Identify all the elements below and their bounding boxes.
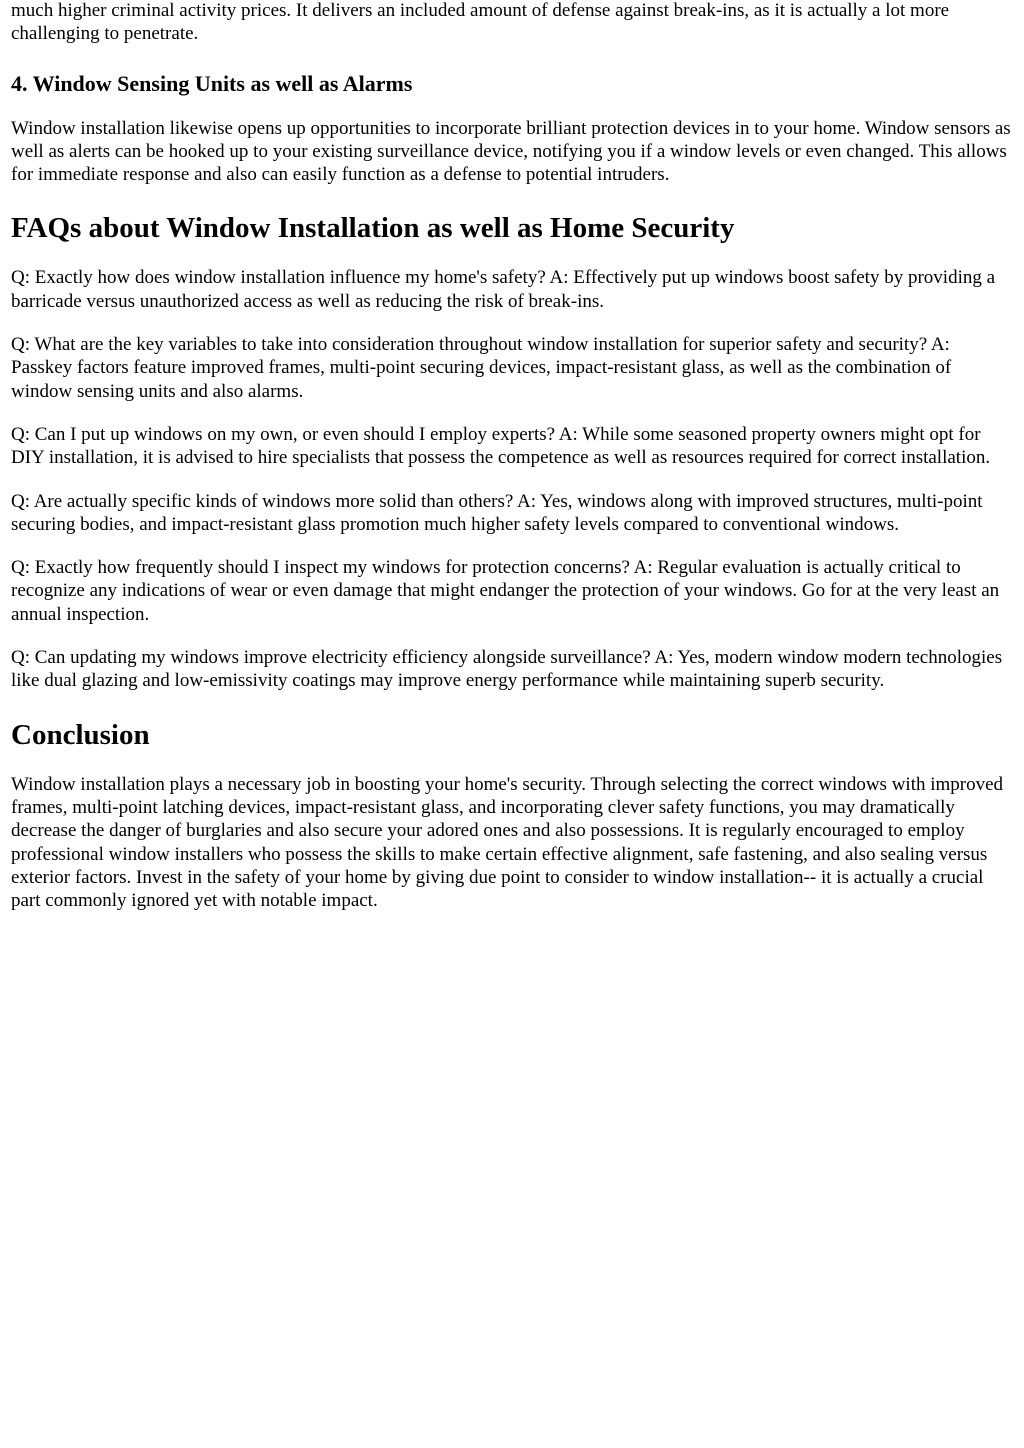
faq-item-2: Q: What are the key variables to take into consideration throughout window installation for superior safety and security? A: Passkey factors feature improved frames, multi-point securing devices, impact-resistant glass, as well as the combination of window sensing units and also alarms. bbox=[11, 334, 952, 402]
conclusion-heading: Conclusion bbox=[11, 718, 150, 751]
section-4-heading: 4. Window Sensing Units as well as Alarms bbox=[11, 70, 413, 96]
intro-paragraph: much higher criminal activity prices. It delivers an included amount of defense against break-ins, as it is actually a lot more challenging to penetrate. bbox=[11, 0, 950, 45]
faq-item-4: Q: Are actually specific kinds of windows more solid than others? A: Yes, windows along with improved structures, multi-point securing bodies, and impact-resistant glass promotion much higher safety levels compared to conventional windows. bbox=[11, 490, 983, 535]
faq-item-6: Q: Can updating my windows improve electricity efficiency alongside surveillance? A: Yes, modern window modern technologies like dual glazing and low-emissivity coatings may improve energy performance while maintaining superb security. bbox=[11, 647, 1003, 692]
faq-item-1: Q: Exactly how does window installation influence my home's safety? A: Effectively put up windows boost safety by providing a barricade versus unauthorized access as well as reducing the risk of break-ins. bbox=[11, 267, 996, 312]
faq-item-5: Q: Exactly how frequently should I inspect my windows for protection concerns? A: Regular evaluation is actually critical to recognize any indications of wear or even damage that might endanger the protection of your windows. Go for at the very least an annual inspection. bbox=[11, 557, 1000, 625]
conclusion-paragraph: Window installation plays a necessary job in boosting your home's security. Through selecting the correct windows with improved frames, multi-point latching devices, impact-resistant glass, and incorporating clever safety functions, you may dramatically decrease the danger of burglaries and also secure your adored ones and also possessions. It is regularly encouraged to employ professional window installers who possess the skills to make certain effective alignment, safe fastening, and also sealing versus exterior factors. Invest in the safety of your home by giving due point to consider to window installation-- it is actually a crucial part commonly ignored yet with notable impact. bbox=[11, 773, 1004, 912]
faq-item-3: Q: Can I put up windows on my own, or even should I employ experts? A: While some seasoned property owners might opt for DIY installation, it is advised to hire specialists that possess the competence as well as resources required for correct installation. bbox=[11, 423, 991, 469]
faqs-heading: FAQs about Window Installation as well as Home Security bbox=[11, 212, 735, 245]
section-4-paragraph: Window installation likewise opens up opportunities to incorporate brilliant protection devices in to your home. Window sensors as well as alerts can be hooked up to your existing surveillance device, notifying you if a window levels or even changed. This allows for immediate response and also can easily function as a defense to potential intruders. bbox=[11, 117, 1011, 186]
